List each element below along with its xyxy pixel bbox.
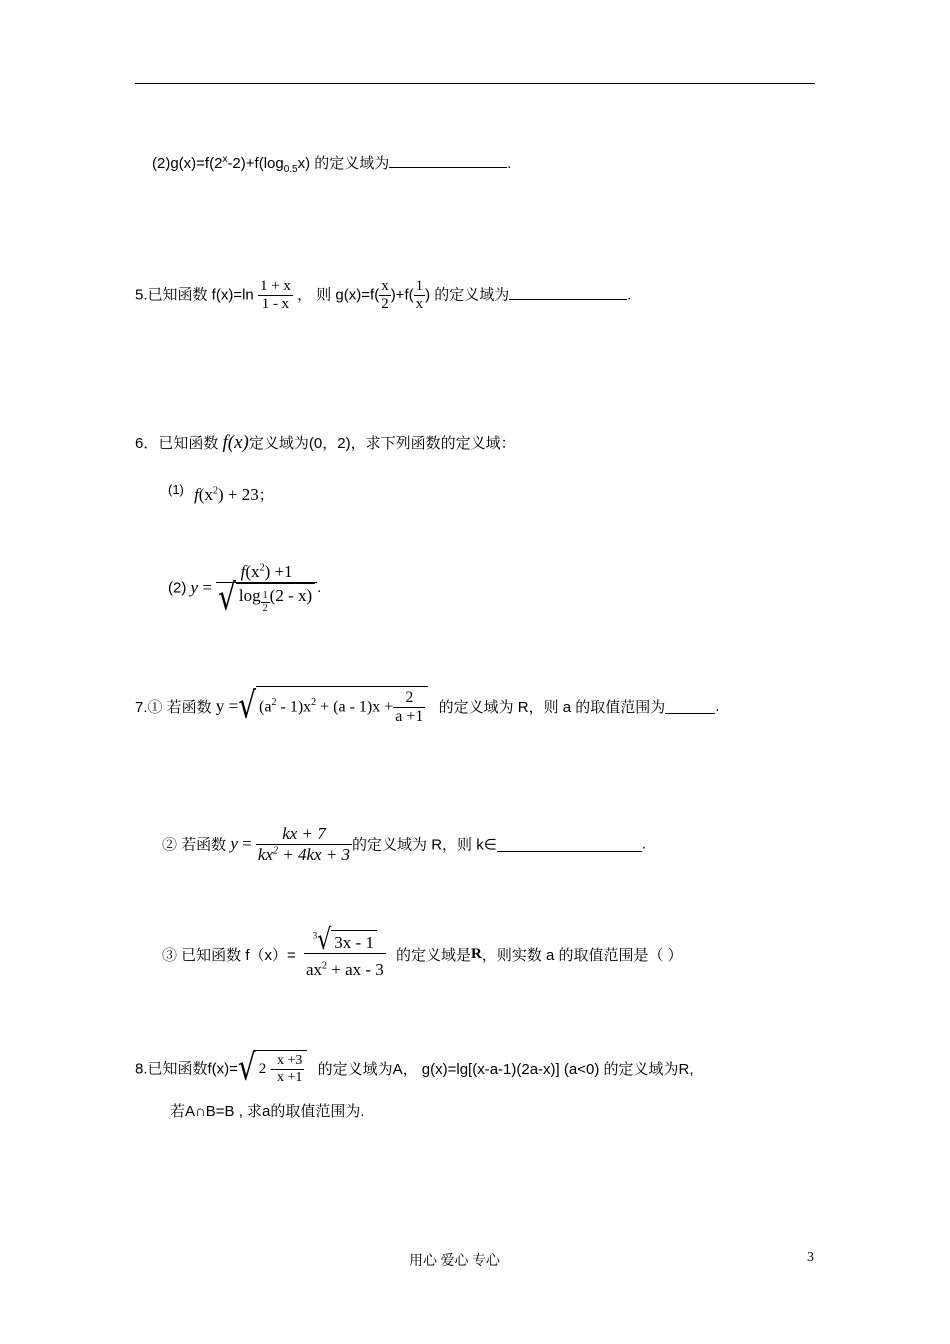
q5-fraction-2: $\frac{x}{2}$ bbox=[381, 278, 389, 313]
q4-2-tail: x) 的定义域为 bbox=[297, 155, 390, 172]
q8-line-2: 若A∩B=B , 求a的取值范围为. bbox=[170, 1103, 365, 1120]
q6-p2-radicand: log $\frac{1}{2}$ (2 - x) bbox=[236, 583, 315, 615]
q5-end: . bbox=[627, 286, 632, 304]
q6-p1-label: (1) bbox=[168, 482, 184, 497]
answer-blank[interactable] bbox=[497, 836, 642, 852]
radical-sign: √ bbox=[238, 684, 257, 728]
q7-radicand: $(a^2 - 1)x^2 + (a - 1)x$ + $\frac{2}{a +1}$ bbox=[256, 686, 428, 727]
page-number: 3 bbox=[807, 1250, 814, 1265]
q4-2-end: . bbox=[507, 155, 512, 172]
header-rule bbox=[135, 83, 815, 84]
q4-2-mid: -2)+f(log bbox=[227, 155, 284, 172]
question-6-part-1 bbox=[168, 482, 274, 505]
q7-p3-tail: 的定义域是 bbox=[395, 947, 471, 965]
q8-radicand: 2 - $\frac{x +3}{x +1}$ bbox=[256, 1050, 308, 1086]
q6-p2-y: y bbox=[190, 578, 199, 598]
q7-p3-fraction: $\frac{^3√ 3x - 1}{ax^2 + ax - 3}$ bbox=[305, 924, 384, 979]
q8-tail: 的定义域为A， g(x)=lg[(x-a-1)(2a-x)] (a<0) 的定义域为R, bbox=[317, 1060, 694, 1078]
q7-tail: 的定义域为 R，则 a 的取值范围为 bbox=[438, 698, 666, 716]
footer-motto: 用心 爱心 专心 bbox=[409, 1254, 500, 1269]
q7-p2-tail: 的定义域为 R，则 k∈ bbox=[352, 836, 497, 854]
question-6-part-2: (2) y = $f(x^2) +1$ √ log $\frac{1}{2}$ (2 - x) . bbox=[168, 562, 322, 620]
q5-tail: ) 的定义域为 bbox=[425, 286, 510, 304]
question-7-part-3: ③ 已知函数 f（x）= $\frac{^3√ 3x - 1}{ax^2 + ax - 3}$ 的定义域是R，则实数 a 的取值范围是（ ） bbox=[162, 924, 683, 979]
q5-mid-2: )+f( bbox=[390, 286, 414, 304]
question-5 bbox=[135, 278, 631, 314]
q4-2-lead: (2)g(x)=f(2 bbox=[152, 155, 223, 172]
q7-y: y = bbox=[215, 696, 239, 716]
q6-tail: 定义域为(0，2)，求下列函数的定义域： bbox=[248, 435, 516, 452]
question-4-part-2 bbox=[152, 152, 511, 175]
answer-blank[interactable] bbox=[389, 152, 507, 168]
q4-2-sub: 0.5 bbox=[283, 164, 298, 175]
q7-p2-fraction: $\frac{kx + 7}{kx^2 + 4kx + 3}$ bbox=[257, 824, 351, 864]
radical-sign: √ bbox=[237, 1045, 256, 1089]
question-6 bbox=[135, 432, 516, 454]
answer-blank[interactable] bbox=[509, 284, 627, 300]
q6-p1-expression: $f(x^2) + 23$ bbox=[194, 485, 259, 504]
q6-p2-label: (2) bbox=[168, 579, 187, 597]
question-8-line-2 bbox=[170, 1100, 365, 1121]
q5-fraction-1: $\frac{1 + x}{1 - x}$ bbox=[259, 278, 291, 313]
q8-lead: 8.已知函数f(x)= bbox=[135, 1060, 238, 1078]
q6-function: f(x) bbox=[222, 432, 249, 453]
q4-2-sup: x bbox=[222, 154, 228, 165]
q6-p2-end: . bbox=[317, 579, 322, 596]
radical-sign: √ bbox=[317, 924, 332, 957]
q6-p1-end: ； bbox=[258, 487, 274, 504]
q6-lead: 6．已知函数 bbox=[135, 435, 219, 452]
q6-p2-fraction: $f(x^2) +1$ √ log $\frac{1}{2}$ (2 - x) bbox=[216, 562, 317, 614]
q7-lead: 7.① 若函数 bbox=[135, 698, 212, 716]
q7-p2-lead: ② 若函数 bbox=[162, 836, 227, 854]
q5-mid: ， 则 g(x)=f( bbox=[297, 286, 380, 304]
question-8 bbox=[135, 1045, 694, 1089]
q5-lead: 5.已知函数 f(x)=ln bbox=[135, 286, 254, 304]
radical-sign: √ bbox=[218, 576, 236, 620]
question-7-part-1: 7.① 若函数 y =√ $(a^2 - 1)x^2 + (a - 1)x$ + $\frac{2}{a +1}$ 的定义域为 R，则 a 的取值范围为 . bbox=[135, 684, 720, 728]
question-7-part-2: ② 若函数 y = $\frac{kx + 7}{kx^2 + 4kx + 3}$ 的定义域为 R，则 k∈ . bbox=[162, 824, 646, 864]
q7-p3-lead: ③ 已知函数 f（x）= bbox=[162, 947, 296, 965]
answer-blank[interactable] bbox=[665, 698, 715, 714]
q5-fraction-3: $\frac{1}{x}$ bbox=[415, 278, 424, 313]
